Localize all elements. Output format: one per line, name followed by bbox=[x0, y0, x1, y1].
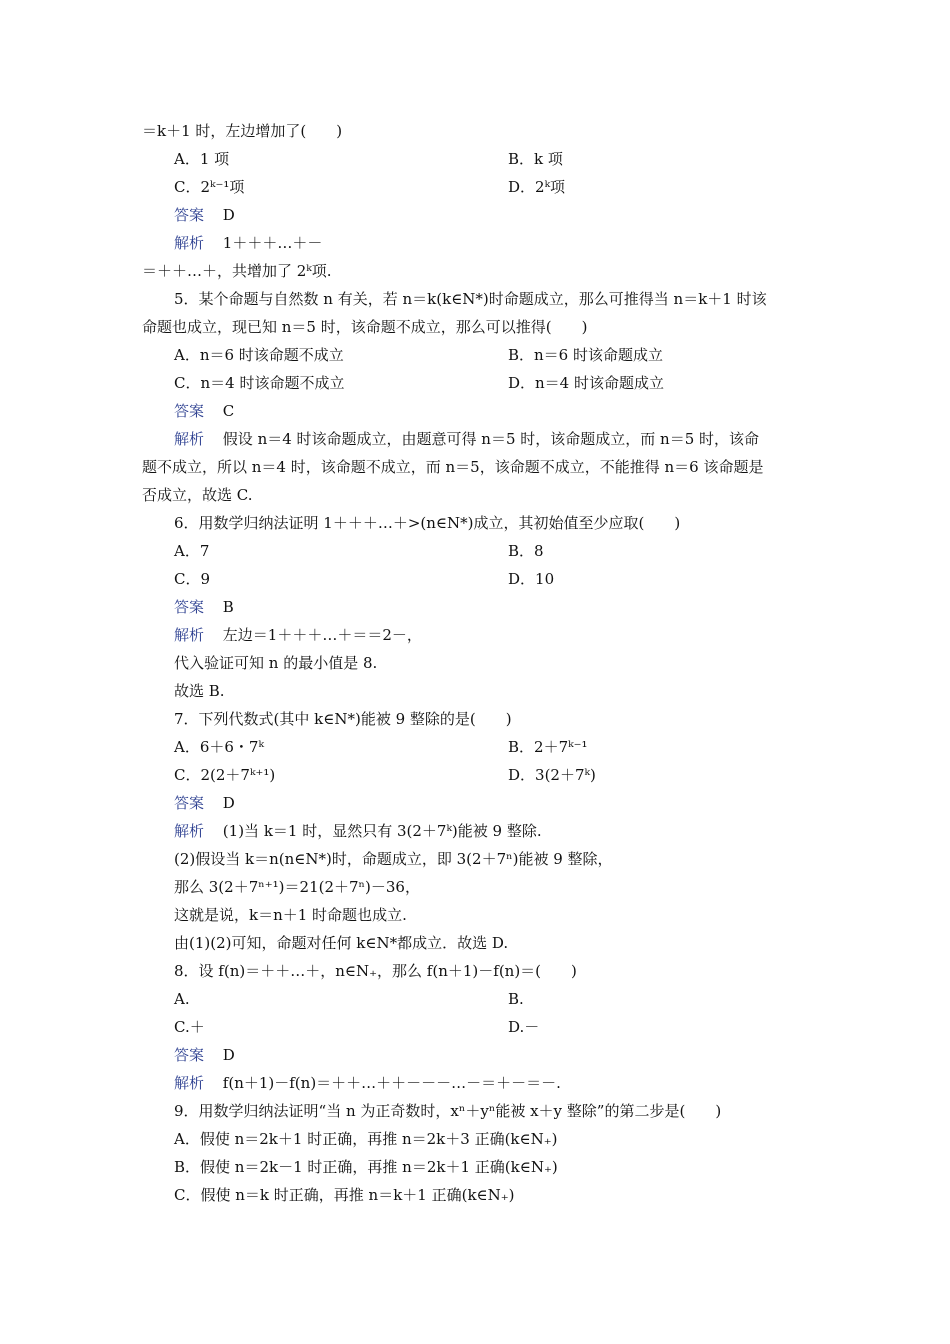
analysis-text: 左边＝1＋＋＋…＋＝＝2－， bbox=[222, 626, 422, 644]
answer-value: C bbox=[222, 402, 235, 420]
q5-option-d: D．n＝4 时该命题成立 bbox=[508, 374, 664, 392]
q6-answer-row bbox=[174, 597, 234, 617]
q5-stem-line-2: 命题也成立，现已知 n＝5 时，该命题不成立，那么可以推得( ) bbox=[142, 318, 588, 336]
q6-option-c: C．9 bbox=[174, 570, 211, 588]
answer-label: 答案 bbox=[174, 598, 205, 616]
q8-option-d: D.－ bbox=[508, 1018, 540, 1036]
analysis-label: 解析 bbox=[174, 234, 205, 252]
analysis-label: 解析 bbox=[174, 1074, 205, 1092]
q8-stem: 8．设 f(n)＝＋＋…＋，n∈N₊，那么 f(n＋1)－f(n)＝( ) bbox=[174, 962, 577, 980]
q5-analysis-row bbox=[174, 429, 759, 449]
q5-analysis-line-2: 题不成立，所以 n＝4 时，该命题不成立，而 n＝5，该命题不成立，不能推得 n＝6 该命题是 bbox=[142, 458, 764, 476]
answer-label: 答案 bbox=[174, 206, 205, 224]
q6-analysis-line-3: 故选 B. bbox=[174, 682, 225, 700]
q4-option-d: D．2ᵏ项 bbox=[508, 178, 566, 196]
q4-analysis-row bbox=[174, 233, 322, 253]
q7-analysis-line-5: 由(1)(2)可知，命题对任何 k∈N*都成立．故选 D. bbox=[174, 934, 509, 952]
q8-analysis-row bbox=[174, 1073, 561, 1093]
answer-value: D bbox=[222, 1046, 235, 1064]
q6-option-d: D．10 bbox=[508, 570, 555, 588]
answer-label: 答案 bbox=[174, 402, 205, 420]
q6-analysis-line-2: 代入验证可知 n 的最小值是 8. bbox=[174, 654, 378, 672]
q5-answer-row bbox=[174, 401, 234, 421]
q6-option-b: B．8 bbox=[508, 542, 544, 560]
answer-value: D bbox=[222, 206, 235, 224]
answer-value: B bbox=[222, 598, 234, 616]
analysis-label: 解析 bbox=[174, 430, 205, 448]
q7-option-d: D．3(2＋7ᵏ) bbox=[508, 766, 596, 784]
q9-stem: 9．用数学归纳法证明“当 n 为正奇数时，xⁿ＋yⁿ能被 x＋y 整除”的第二步是( ) bbox=[174, 1102, 722, 1120]
q6-analysis-row bbox=[174, 625, 422, 645]
q7-analysis-line-4: 这就是说，k＝n＋1 时命题也成立. bbox=[174, 906, 407, 924]
q4-stem-cont: ＝k＋1 时，左边增加了( ) bbox=[142, 122, 343, 140]
q5-analysis-line-3: 否成立，故选 C. bbox=[142, 486, 253, 504]
analysis-label: 解析 bbox=[174, 822, 205, 840]
q5-option-c: C．n＝4 时该命题不成立 bbox=[174, 374, 345, 392]
q8-option-a: A. bbox=[174, 990, 190, 1008]
q4-option-b: B．k 项 bbox=[508, 150, 563, 168]
q8-answer-row bbox=[174, 1045, 235, 1065]
q5-option-b: B．n＝6 时该命题成立 bbox=[508, 346, 663, 364]
q7-option-b: B．2＋7ᵏ⁻¹ bbox=[508, 738, 588, 756]
q8-option-b: B. bbox=[508, 990, 524, 1008]
q5-stem-line-1: 5．某个命题与自然数 n 有关，若 n＝k(k∈N*)时命题成立，那么可推得当 n＝k＋1 时该 bbox=[174, 290, 767, 308]
q7-stem: 7．下列代数式(其中 k∈N*)能被 9 整除的是( ) bbox=[174, 710, 512, 728]
q7-option-c: C．2(2＋7ᵏ⁺¹) bbox=[174, 766, 276, 784]
analysis-text: (1)当 k＝1 时，显然只有 3(2＋7ᵏ)能被 9 整除. bbox=[222, 822, 542, 840]
q9-option-b: B．假使 n＝2k－1 时正确，再推 n＝2k＋1 正确(k∈N₊) bbox=[174, 1158, 558, 1176]
analysis-text: 假设 n＝4 时该命题成立，由题意可得 n＝5 时，该命题成立，而 n＝5 时，该命 bbox=[222, 430, 760, 448]
q7-analysis-line-2: (2)假设当 k＝n(n∈N*)时，命题成立，即 3(2＋7ⁿ)能被 9 整除， bbox=[174, 850, 613, 868]
q7-option-a: A．6＋6・7ᵏ bbox=[174, 738, 264, 756]
q9-option-a: A．假使 n＝2k＋1 时正确，再推 n＝2k＋3 正确(k∈N₊) bbox=[174, 1130, 558, 1148]
q7-analysis-line-3: 那么 3(2＋7ⁿ⁺¹)＝21(2＋7ⁿ)－36， bbox=[174, 878, 420, 896]
analysis-label: 解析 bbox=[174, 626, 205, 644]
answer-label: 答案 bbox=[174, 794, 205, 812]
q6-stem: 6．用数学归纳法证明 1＋＋＋…＋>(n∈N*)成立，其初始值至少应取( ) bbox=[174, 514, 681, 532]
q4-option-a: A．1 项 bbox=[174, 150, 230, 168]
q8-option-c: C.＋ bbox=[174, 1018, 205, 1036]
answer-label: 答案 bbox=[174, 1046, 205, 1064]
q5-option-a: A．n＝6 时该命题不成立 bbox=[174, 346, 344, 364]
q9-option-c: C．假使 n＝k 时正确，再推 n＝k＋1 正确(k∈N₊) bbox=[174, 1186, 515, 1204]
q7-analysis-row bbox=[174, 821, 542, 841]
q7-answer-row bbox=[174, 793, 235, 813]
q4-option-c: C．2ᵏ⁻¹项 bbox=[174, 178, 245, 196]
analysis-text: 1＋＋＋…＋－ bbox=[222, 234, 323, 252]
answer-value: D bbox=[222, 794, 235, 812]
analysis-text: f(n＋1)－f(n)＝＋＋…＋＋－－－…－＝＋－＝－. bbox=[222, 1074, 561, 1092]
q4-answer-row bbox=[174, 205, 235, 225]
q4-analysis-line-2: ＝＋＋…＋，共增加了 2ᵏ项. bbox=[142, 262, 332, 280]
q6-option-a: A．7 bbox=[174, 542, 210, 560]
